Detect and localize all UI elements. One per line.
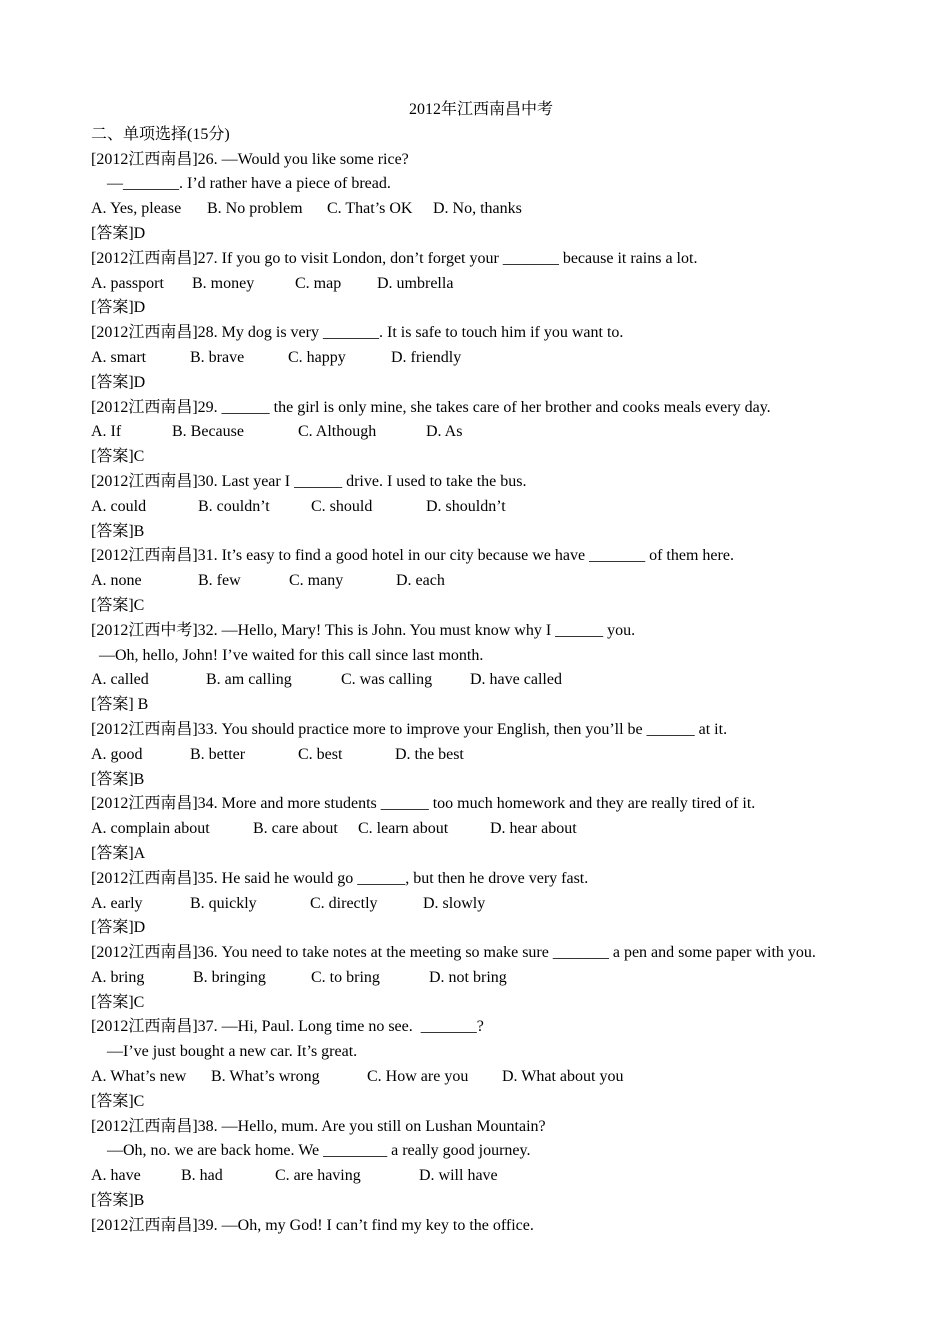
option-a: A. good [91,745,143,763]
option-d: D. have called [470,671,562,689]
question-stem: [2012江西南昌]33. You should practice more to improve your English, then you’ll be ______ at it. [91,720,728,738]
options-row [91,346,871,371]
answer: [答案]C [91,1092,145,1110]
question-stem: [2012江西中考]32. —Hello, Mary! This is John. You must know why I ______ you. [91,621,636,639]
answer: [答案]D [91,919,146,937]
answer: [答案]A [91,844,146,862]
option-b: B. No problem [207,200,303,218]
option-c: C. best [298,745,343,763]
question-stem: [2012江西南昌]30. Last year I ______ drive. I used to take the bus. [91,472,527,490]
document-title: 2012年江西南昌中考 [408,101,553,118]
document-page [91,98,871,1239]
question-dialogue-line: —Oh, hello, John! I’ve waited for this call since last month. [99,646,484,664]
question-stem: [2012江西南昌]38. —Hello, mum. Are you still on Lushan Mountain? [91,1117,546,1135]
answer: [答案]D [91,299,146,317]
option-a: A. If [91,423,122,441]
option-d: D. What about you [502,1068,624,1086]
options-row [91,495,871,520]
question-stem: [2012江西南昌]34. More and more students ______ too much homework and they are really tired of it. [91,795,756,813]
option-c: C. many [289,572,344,590]
option-b: B. few [198,572,241,590]
section-heading: 二、单项选择(15分) [91,125,230,143]
option-a: A. have [91,1167,141,1185]
option-d: D. not bring [429,968,507,986]
option-c: C. are having [275,1167,361,1185]
question-dialogue-line: —Oh, no. we are back home. We ________ a really good journey. [107,1142,531,1160]
options-row [91,668,871,693]
question-stem: [2012江西南昌]39. —Oh, my God! I can’t find my key to the office. [91,1216,534,1234]
option-d: D. No, thanks [433,200,522,218]
answer: [答案]C [91,993,145,1011]
option-c: C. Although [298,423,377,441]
option-d: D. the best [395,745,464,763]
answer: [答案]C [91,596,145,614]
options-row [91,966,871,991]
options-row [91,272,871,297]
answer: [答案] B [91,696,149,714]
option-b: B. better [190,745,246,763]
option-d: D. hear about [490,820,577,838]
question-stem: [2012江西南昌]29. ______ the girl is only mine, she takes care of her brother and cooks meals every day. [91,398,771,416]
answer: [答案]B [91,770,145,788]
option-b: B. What’s wrong [211,1068,320,1086]
option-c: C. directly [310,894,378,912]
question-stem: [2012江西南昌]26. —Would you like some rice? [91,150,409,168]
question-stem: [2012江西南昌]27. If you go to visit London, don’t forget your _______ because it rains a lot. [91,249,698,267]
option-c: C. learn about [358,820,449,838]
option-c: C. happy [288,348,346,366]
option-a: A. none [91,572,142,590]
option-b: B. quickly [190,894,257,912]
question-dialogue-line: —_______. I’d rather have a piece of bread. [107,175,391,193]
option-c: C. should [311,497,373,515]
options-row [91,817,871,842]
option-c: C. to bring [311,968,380,986]
option-a: A. called [91,671,149,689]
answer: [答案]D [91,224,146,242]
options-row [91,420,871,445]
option-a: A. passport [91,274,164,292]
question-stem: [2012江西南昌]28. My dog is very _______. It is safe to touch him if you want to. [91,324,624,342]
question-dialogue-line: —I’ve just bought a new car. It’s great. [107,1043,358,1061]
option-d: D. friendly [391,348,462,366]
options-row [91,569,871,594]
answer: [答案]B [91,1192,145,1210]
option-a: A. Yes, please [91,200,182,218]
answer: [答案]C [91,448,145,466]
options-row [91,1065,871,1090]
option-c: C. map [295,274,342,292]
question-stem: [2012江西南昌]31. It’s easy to find a good hotel in our city because we have _______ of them here. [91,547,734,565]
option-b: B. couldn’t [198,497,270,515]
option-a: A. smart [91,348,147,366]
options-row [91,197,871,222]
option-b: B. had [181,1167,223,1185]
option-b: B. am calling [206,671,292,689]
option-d: D. slowly [423,894,486,912]
option-b: B. bringing [193,968,266,986]
option-d: D. each [396,572,445,590]
question-stem: [2012江西南昌]37. —Hi, Paul. Long time no see. _______? [91,1018,484,1036]
option-b: B. money [192,274,255,292]
options-row [91,743,871,768]
options-row [91,1164,871,1189]
option-a: A. bring [91,968,145,986]
option-c: C. was calling [341,671,433,689]
option-a: A. early [91,894,143,912]
option-b: B. Because [172,423,244,441]
question-stem: [2012江西南昌]35. He said he would go ______, but then he drove very fast. [91,869,589,887]
option-a: A. What’s new [91,1068,187,1086]
option-d: D. shouldn’t [426,497,506,515]
answer: [答案]D [91,373,146,391]
options-row [91,892,871,917]
option-a: A. complain about [91,820,210,838]
answer: [答案]B [91,522,145,540]
option-c: C. That’s OK [327,200,413,218]
option-a: A. could [91,497,147,515]
option-d: D. will have [419,1167,498,1185]
option-b: B. brave [190,348,245,366]
option-b: B. care about [253,820,338,838]
option-c: C. How are you [367,1068,469,1086]
option-d: D. As [426,423,463,441]
option-d: D. umbrella [377,274,454,292]
question-stem: [2012江西南昌]36. You need to take notes at the meeting so make sure _______ a pen and some paper with you. [91,944,816,962]
